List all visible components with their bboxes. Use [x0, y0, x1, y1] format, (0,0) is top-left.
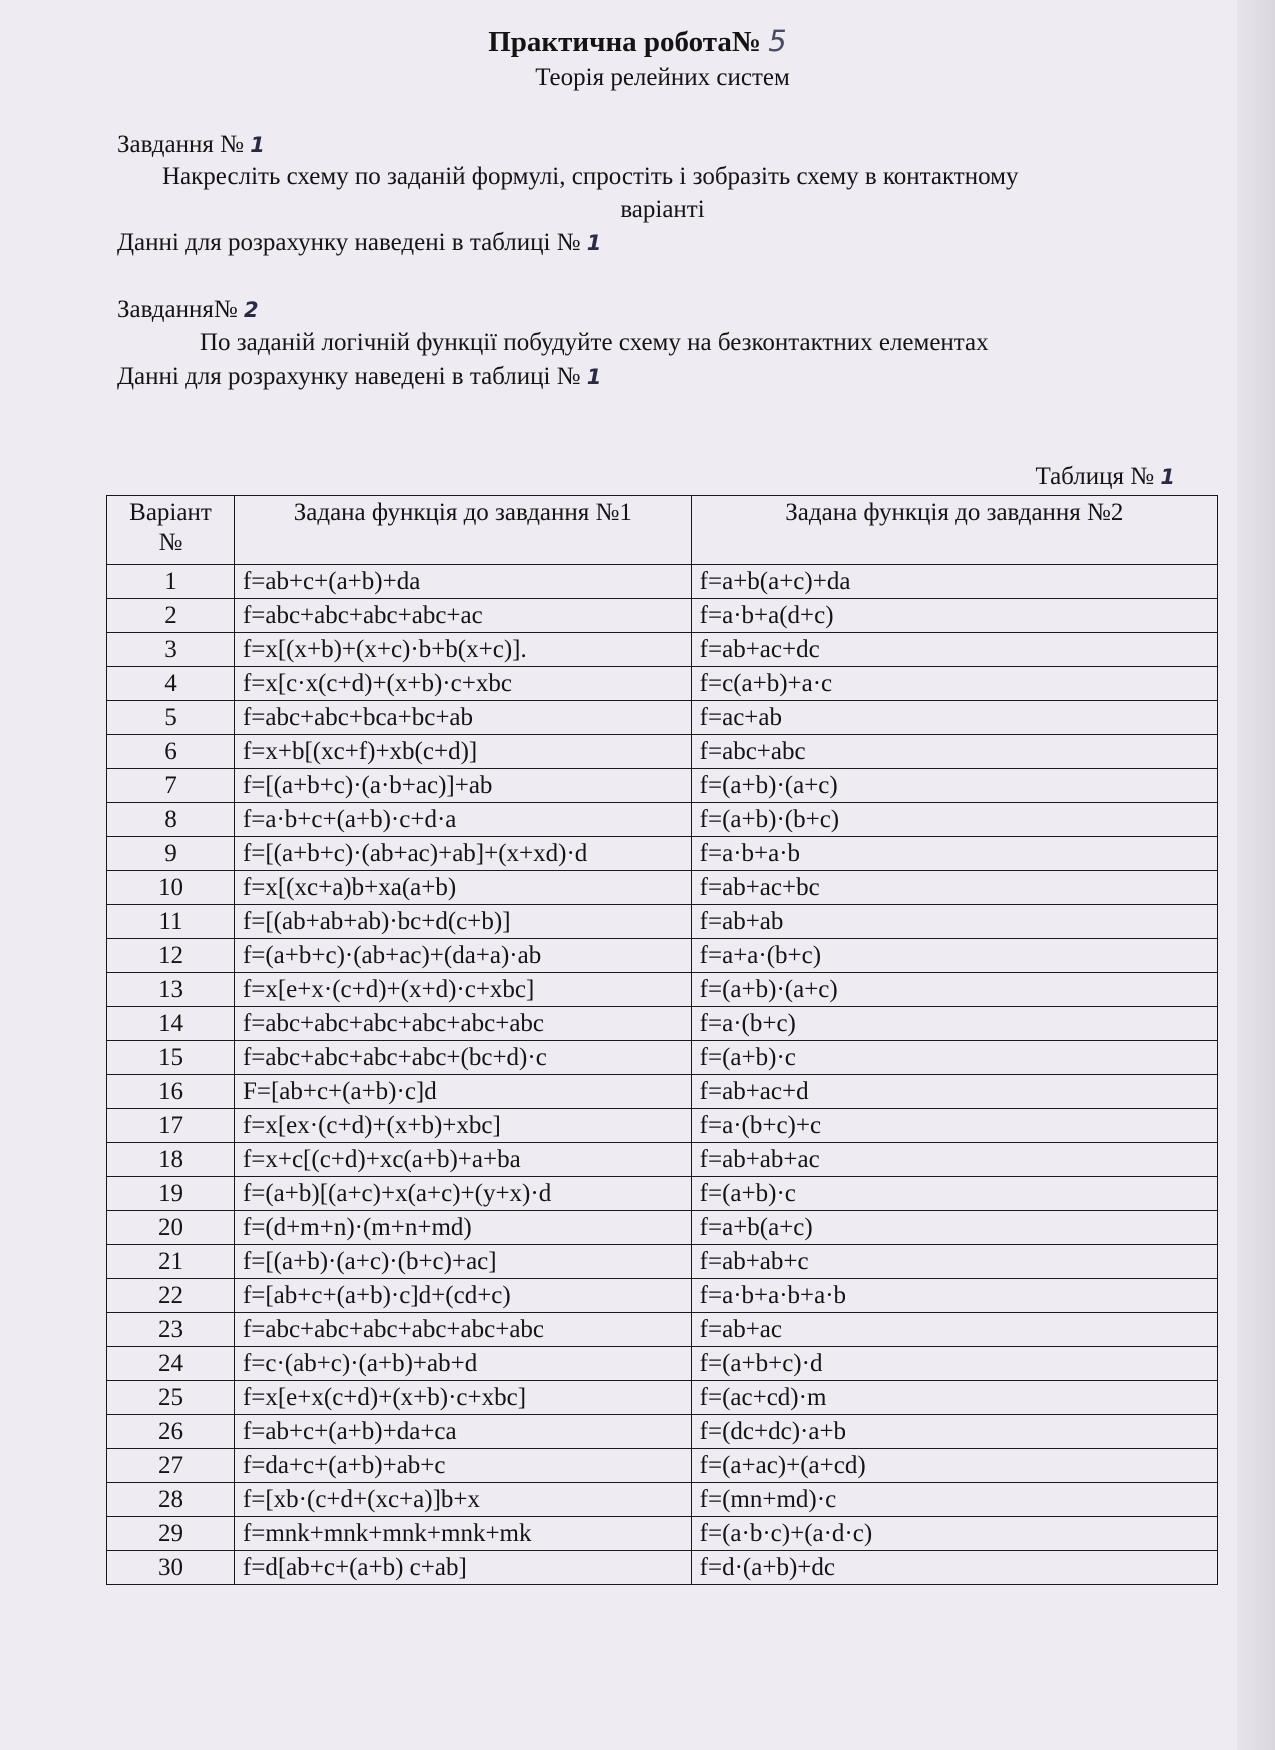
task2-text-line1: По заданій логічній функції побудуйте схему на безконтактних елементах: [200, 329, 989, 356]
variant-number-cell: 15: [107, 1041, 235, 1075]
variant-number-cell: 25: [107, 1381, 235, 1415]
function-task1-cell: f=ab+c+(a+b)+da: [234, 565, 691, 599]
table-caption: [1035, 463, 1175, 491]
variant-number-cell: 28: [107, 1483, 235, 1517]
function-task1-cell: f=a·b+c+(a+b)·c+d·a: [234, 803, 691, 837]
function-task1-cell: f=[xb·(c+d+(xc+a)]b+x: [234, 1483, 691, 1517]
function-task1-cell: f=abc+abc+abc+abc+(bc+d)·c: [234, 1041, 691, 1075]
table-caption-number: 1: [1160, 465, 1175, 489]
table-row: [107, 837, 1218, 871]
function-task2-cell: f=abc+abc: [691, 735, 1217, 769]
table-row: [107, 1279, 1218, 1313]
function-task2-cell: f=a·b+a(d+c): [691, 599, 1217, 633]
table-row: [107, 1211, 1218, 1245]
task2-data-ref: [117, 363, 601, 391]
function-task1-cell: f=x[c·x(c+d)+(x+b)·c+xbc: [234, 667, 691, 701]
function-task2-cell: f=ab+ab+ac: [691, 1143, 1217, 1177]
table-caption-text: Таблиця №: [1035, 463, 1155, 490]
table-row: [107, 1449, 1218, 1483]
title-text: Практична робота№: [488, 26, 762, 58]
task1-number: 1: [250, 133, 265, 157]
function-task2-cell: f=(a+b+c)·d: [691, 1347, 1217, 1381]
function-task1-cell: f=x[ex·(c+d)+(x+b)+xbc]: [234, 1109, 691, 1143]
table-row: [107, 871, 1218, 905]
function-task1-cell: f=x[(xc+a)b+xa(a+b): [234, 871, 691, 905]
function-task1-cell: f=mnk+mnk+mnk+mnk+mk: [234, 1517, 691, 1551]
function-task2-cell: f=a·(b+c): [691, 1007, 1217, 1041]
variant-number-cell: 24: [107, 1347, 235, 1381]
task1-heading: [117, 131, 265, 159]
table-row: [107, 1109, 1218, 1143]
function-task1-cell: F=[ab+c+(a+b)·c]d: [234, 1075, 691, 1109]
function-task1-cell: f=x[e+x·(c+d)+(x+d)·c+xbc]: [234, 973, 691, 1007]
variant-number-cell: 10: [107, 871, 235, 905]
function-task2-cell: f=(ac+cd)·m: [691, 1381, 1217, 1415]
function-task1-cell: f=[(a+b)·(a+c)·(b+c)+ac]: [234, 1245, 691, 1279]
variant-number-cell: 30: [107, 1551, 235, 1585]
table-body: [107, 565, 1218, 1585]
function-task2-cell: f=a+b(a+c)+da: [691, 565, 1217, 599]
function-task2-cell: f=a+b(a+c): [691, 1211, 1217, 1245]
function-task1-cell: f=[(a+b+c)·(a·b+ac)]+ab: [234, 769, 691, 803]
table-row: [107, 1143, 1218, 1177]
function-task2-cell: f=a·b+a·b: [691, 837, 1217, 871]
page-title: [0, 24, 1275, 59]
variant-number-cell: 18: [107, 1143, 235, 1177]
variant-number-cell: 4: [107, 667, 235, 701]
table-row: [107, 735, 1218, 769]
table-row: [107, 633, 1218, 667]
function-task1-cell: f=d[ab+c+(a+b) c+ab]: [234, 1551, 691, 1585]
function-task1-cell: f=x[(x+b)+(x+c)·b+b(x+c)].: [234, 633, 691, 667]
function-task2-cell: f=(dc+dc)·a+b: [691, 1415, 1217, 1449]
table-row: [107, 1245, 1218, 1279]
function-task1-cell: f=[(a+b+c)·(ab+ac)+ab]+(x+xd)·d: [234, 837, 691, 871]
table-header-row: [107, 496, 1218, 565]
table-row: [107, 667, 1218, 701]
function-task2-cell: f=ab+ab: [691, 905, 1217, 939]
variant-number-cell: 29: [107, 1517, 235, 1551]
function-task1-cell: f=abc+abc+bca+bc+ab: [234, 701, 691, 735]
task2-number: 2: [243, 298, 259, 322]
function-task1-cell: f=x[e+x(c+d)+(x+b)·c+xbc]: [234, 1381, 691, 1415]
variant-number-cell: 2: [107, 599, 235, 633]
task2-label: Завдання№: [117, 296, 238, 323]
table-row: [107, 1415, 1218, 1449]
function-task1-cell: f=(a+b+c)·(ab+ac)+(da+a)·ab: [234, 939, 691, 973]
function-task2-cell: f=ab+ac+bc: [691, 871, 1217, 905]
task1-text-line1: Накресліть схему по заданій формулі, спростіть і зобразіть схему в контактному: [162, 163, 1019, 190]
function-task1-cell: f=[ab+c+(a+b)·c]d+(cd+c): [234, 1279, 691, 1313]
table-row: [107, 1313, 1218, 1347]
variant-number-cell: 12: [107, 939, 235, 973]
function-task2-cell: f=(a·b·c)+(a·d·c): [691, 1517, 1217, 1551]
function-task2-cell: f=c(a+b)+a·c: [691, 667, 1217, 701]
function-task1-cell: f=c·(ab+c)·(a+b)+ab+d: [234, 1347, 691, 1381]
variant-number-cell: 13: [107, 973, 235, 1007]
variant-number-cell: 22: [107, 1279, 235, 1313]
variant-number-cell: 16: [107, 1075, 235, 1109]
table-row: [107, 905, 1218, 939]
function-task2-cell: f=ab+ac: [691, 1313, 1217, 1347]
table-row: [107, 599, 1218, 633]
variant-number-cell: 6: [107, 735, 235, 769]
variant-number-cell: 20: [107, 1211, 235, 1245]
function-task1-cell: f=abc+abc+abc+abc+abc+abc: [234, 1313, 691, 1347]
table-row: [107, 1177, 1218, 1211]
variant-number-cell: 5: [107, 701, 235, 735]
function-task2-cell: f=(mn+md)·c: [691, 1483, 1217, 1517]
function-task2-cell: f=ab+ac+dc: [691, 633, 1217, 667]
task1-data-ref-number: 1: [586, 231, 602, 255]
table-row: [107, 1007, 1218, 1041]
task2-data-ref-number: 1: [586, 365, 602, 389]
function-task1-cell: f=[(ab+ab+ab)·bc+d(c+b)]: [234, 905, 691, 939]
function-task1-cell: f=ab+c+(a+b)+da+ca: [234, 1415, 691, 1449]
table-row: [107, 1381, 1218, 1415]
task1-label: Завдання №: [117, 131, 244, 158]
scan-edge: [1237, 0, 1275, 1750]
variant-number-cell: 21: [107, 1245, 235, 1279]
variants-table: [106, 495, 1218, 1585]
task1-text-line2: варіанті: [620, 196, 705, 223]
function-task2-cell: f=(a+b)·c: [691, 1041, 1217, 1075]
task2-data-ref-text: Данні для розрахунку наведені в таблиці №: [117, 363, 581, 390]
function-task2-cell: f=ab+ab+c: [691, 1245, 1217, 1279]
table-row: [107, 1551, 1218, 1585]
task1-data-ref-text: Данні для розрахунку наведені в таблиці №: [117, 229, 581, 256]
function-task1-cell: f=x+c[(c+d)+xc(a+b)+a+ba: [234, 1143, 691, 1177]
variant-number-cell: 27: [107, 1449, 235, 1483]
table-row: [107, 939, 1218, 973]
variant-number-cell: 7: [107, 769, 235, 803]
table-row: [107, 565, 1218, 599]
variant-number-cell: 11: [107, 905, 235, 939]
function-task2-cell: f=d·(a+b)+dc: [691, 1551, 1217, 1585]
function-task1-cell: f=(a+b)[(a+c)+x(a+c)+(y+x)·d: [234, 1177, 691, 1211]
variant-number-cell: 17: [107, 1109, 235, 1143]
function-task2-cell: f=(a+ac)+(a+cd): [691, 1449, 1217, 1483]
function-task2-cell: f=a·b+a·b+a·b: [691, 1279, 1217, 1313]
table-row: [107, 803, 1218, 837]
page-subtitle: Теорія релейних систем: [535, 64, 790, 91]
task2-heading: [117, 296, 259, 324]
function-task2-cell: f=(a+b)·(a+c): [691, 973, 1217, 1007]
function-task2-cell: f=(a+b)·(b+c): [691, 803, 1217, 837]
function-task2-cell: f=a+a·(b+c): [691, 939, 1217, 973]
table-row: [107, 1347, 1218, 1381]
variant-number-cell: 19: [107, 1177, 235, 1211]
header-function-task2: Задана функція до завдання №2: [691, 496, 1217, 565]
variant-number-cell: 26: [107, 1415, 235, 1449]
function-task1-cell: f=da+c+(a+b)+ab+c: [234, 1449, 691, 1483]
function-task2-cell: f=ab+ac+d: [691, 1075, 1217, 1109]
table-row: [107, 1075, 1218, 1109]
function-task1-cell: f=abc+abc+abc+abc+abc+abc: [234, 1007, 691, 1041]
header-function-task1: Задана функція до завдання №1: [234, 496, 691, 565]
variant-number-cell: 3: [107, 633, 235, 667]
function-task2-cell: f=ac+ab: [691, 701, 1217, 735]
function-task1-cell: f=(d+m+n)·(m+n+md): [234, 1211, 691, 1245]
header-variant: Варіант №: [107, 496, 235, 565]
variant-number-cell: 23: [107, 1313, 235, 1347]
function-task2-cell: f=(a+b)·c: [691, 1177, 1217, 1211]
table-row: [107, 1041, 1218, 1075]
function-task1-cell: f=abc+abc+abc+abc+ac: [234, 599, 691, 633]
variant-number-cell: 8: [107, 803, 235, 837]
variant-number-cell: 14: [107, 1007, 235, 1041]
function-task1-cell: f=x+b[(xc+f)+xb(c+d)]: [234, 735, 691, 769]
function-task2-cell: f=a·(b+c)+c: [691, 1109, 1217, 1143]
function-task2-cell: f=(a+b)·(a+c): [691, 769, 1217, 803]
title-number: 5: [768, 24, 787, 58]
variant-number-cell: 1: [107, 565, 235, 599]
table-row: [107, 1517, 1218, 1551]
table-row: [107, 701, 1218, 735]
task1-data-ref: [117, 229, 601, 257]
variant-number-cell: 9: [107, 837, 235, 871]
table-row: [107, 973, 1218, 1007]
table-row: [107, 1483, 1218, 1517]
table-row: [107, 769, 1218, 803]
